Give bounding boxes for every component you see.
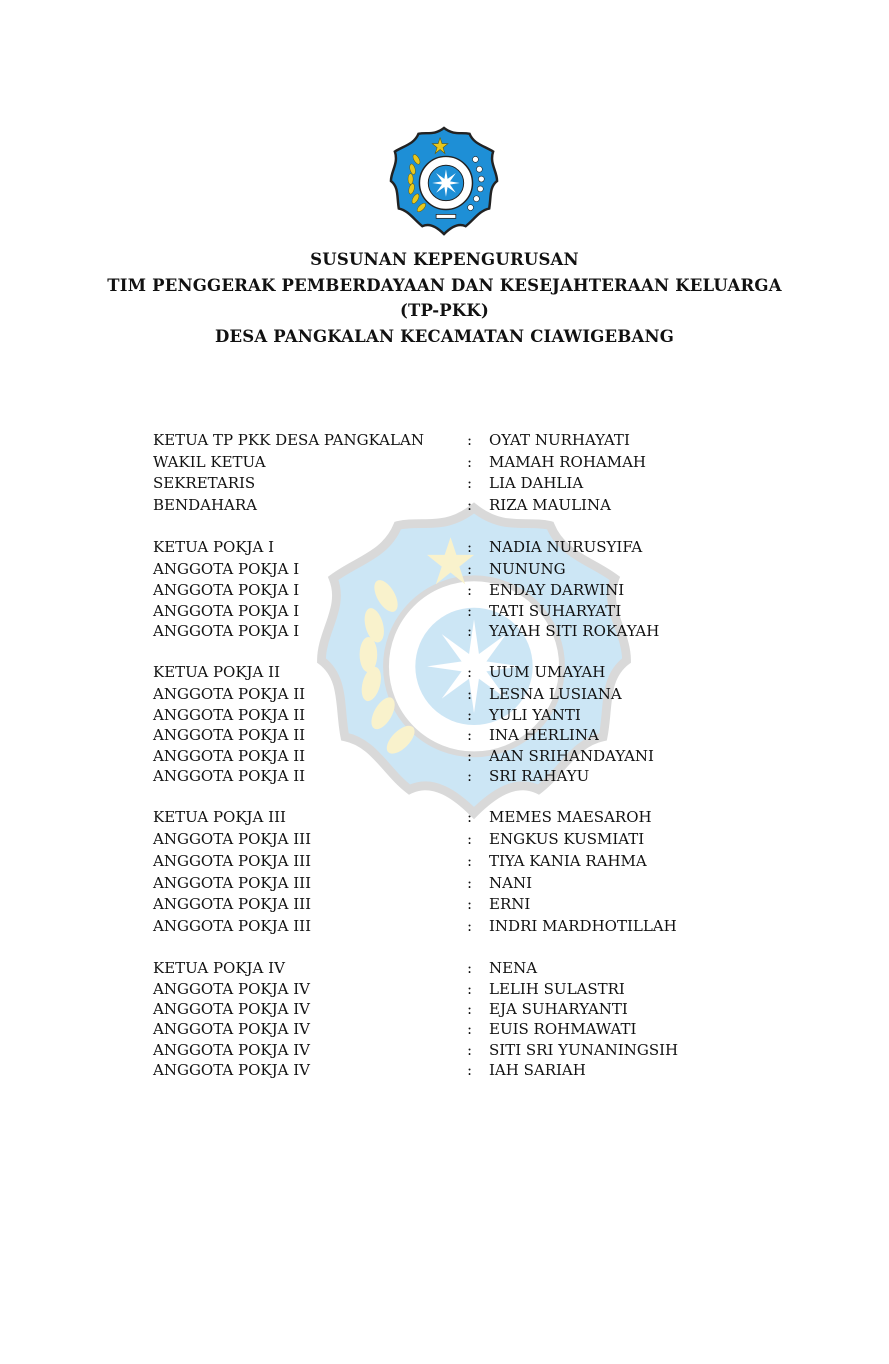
separator: : (467, 1000, 473, 1018)
member-name: ENDAY DARWINI (489, 581, 625, 599)
member-name: SRI RAHAYU (489, 767, 590, 785)
separator: : (467, 706, 473, 724)
separator: : (467, 980, 473, 998)
list-item (0, 1041, 889, 1062)
list-item (0, 1020, 889, 1041)
member-role: ANGGOTA POKJA III (153, 874, 311, 892)
separator: : (467, 474, 473, 492)
list-item (0, 895, 889, 916)
list-item (0, 496, 889, 517)
member-role: KETUA TP PKK DESA PANGKALAN (153, 431, 424, 449)
separator: : (467, 622, 473, 640)
member-name: NUNUNG (489, 560, 566, 578)
title-line-4: DESA PANGKALAN KECAMATAN CIAWIGEBANG (214, 326, 675, 346)
member-name: AAN SRIHANDAYANI (489, 747, 654, 765)
member-name: ERNI (489, 895, 531, 913)
list-item (0, 1061, 889, 1082)
separator: : (467, 808, 473, 826)
separator: : (467, 917, 473, 935)
member-name: NENA (489, 959, 538, 977)
separator: : (467, 453, 473, 471)
member-role: ANGGOTA POKJA I (153, 622, 300, 640)
title-line-2: TIM PENGGERAK PEMBERDAYAAN DAN KESEJAHTERAAN KELUARGA (107, 275, 782, 295)
member-name: OYAT NURHAYATI (489, 431, 630, 449)
member-name: INA HERLINA (489, 726, 599, 744)
list-item (0, 874, 889, 895)
member-role: ANGGOTA POKJA III (153, 830, 311, 848)
member-name: EJA SUHARYANTI (489, 1000, 628, 1018)
list-item (0, 560, 889, 581)
separator: : (467, 538, 473, 556)
list-item (0, 830, 889, 851)
separator: : (467, 852, 473, 870)
separator: : (467, 496, 473, 514)
list-item (0, 808, 889, 829)
separator: : (467, 602, 473, 620)
list-item (0, 980, 889, 1001)
member-role: ANGGOTA POKJA II (153, 706, 306, 724)
separator: : (467, 581, 473, 599)
list-item (0, 431, 889, 452)
member-role: KETUA POKJA III (153, 808, 286, 826)
separator: : (467, 1041, 473, 1059)
member-role: ANGGOTA POKJA IV (153, 980, 310, 998)
member-name: LIA DAHLIA (489, 474, 584, 492)
member-name: TATI SUHARYATI (489, 602, 622, 620)
member-name: ENGKUS KUSMIATI (489, 830, 645, 848)
member-role: KETUA POKJA I (153, 538, 275, 556)
list-item (0, 1000, 889, 1021)
member-role: ANGGOTA POKJA IV (153, 1000, 310, 1018)
member-role: ANGGOTA POKJA I (153, 602, 300, 620)
list-item (0, 453, 889, 474)
list-item (0, 726, 889, 747)
document-title (0, 247, 889, 349)
separator: : (467, 767, 473, 785)
member-name: RIZA MAULINA (489, 496, 611, 514)
list-item (0, 852, 889, 873)
member-role: ANGGOTA POKJA II (153, 685, 306, 703)
separator: : (467, 747, 473, 765)
list-item (0, 663, 889, 684)
list-item (0, 474, 889, 495)
member-name: SITI SRI YUNANINGSIH (489, 1041, 679, 1059)
member-name: YAYAH SITI ROKAYAH (489, 622, 660, 640)
list-item (0, 706, 889, 727)
title-line-1: SUSUNAN KEPENGURUSAN (310, 250, 579, 269)
member-role: ANGGOTA POKJA IV (153, 1061, 310, 1079)
list-item (0, 538, 889, 559)
list-item (0, 685, 889, 706)
member-role: ANGGOTA POKJA I (153, 560, 300, 578)
list-item (0, 767, 889, 788)
separator: : (467, 895, 473, 913)
member-role: ANGGOTA POKJA III (153, 917, 311, 935)
member-name: NANI (489, 874, 533, 892)
member-name: INDRI MARDHOTILLAH (489, 917, 677, 935)
member-role: ANGGOTA POKJA III (153, 895, 311, 913)
member-name: UUM UMAYAH (489, 663, 606, 681)
member-role: WAKIL KETUA (153, 453, 266, 471)
separator: : (467, 431, 473, 449)
list-item (0, 747, 889, 768)
member-role: ANGGOTA POKJA II (153, 726, 306, 744)
member-name: MAMAH ROHAMAH (489, 453, 647, 471)
pkk-emblem-icon (385, 124, 503, 238)
list-item (0, 622, 889, 643)
member-name: TIYA KANIA RAHMA (489, 852, 647, 870)
title-line-3: (TP-PKK) (400, 301, 489, 320)
member-name: LELIH SULASTRI (489, 980, 625, 998)
separator: : (467, 685, 473, 703)
list-item (0, 917, 889, 938)
member-name: LESNA LUSIANA (489, 685, 622, 703)
separator: : (467, 959, 473, 977)
member-name: YULI YANTI (489, 706, 581, 724)
member-role: KETUA POKJA II (153, 663, 281, 681)
member-role: ANGGOTA POKJA II (153, 747, 306, 765)
member-role: KETUA POKJA IV (153, 959, 285, 977)
separator: : (467, 726, 473, 744)
member-role: ANGGOTA POKJA II (153, 767, 306, 785)
separator: : (467, 560, 473, 578)
separator: : (467, 874, 473, 892)
list-item (0, 602, 889, 623)
member-name: IAH SARIAH (489, 1061, 586, 1079)
separator: : (467, 1061, 473, 1079)
member-name: NADIA NURUSYIFA (489, 538, 643, 556)
member-name: MEMES MAESAROH (489, 808, 652, 826)
member-role: ANGGOTA POKJA III (153, 852, 311, 870)
list-item (0, 581, 889, 602)
separator: : (467, 1020, 473, 1038)
member-role: ANGGOTA POKJA I (153, 581, 300, 599)
member-role: ANGGOTA POKJA IV (153, 1041, 310, 1059)
member-name: EUIS ROHMAWATI (489, 1020, 637, 1038)
separator: : (467, 663, 473, 681)
separator: : (467, 830, 473, 848)
list-item (0, 959, 889, 980)
member-role: SEKRETARIS (153, 474, 256, 492)
member-role: BENDAHARA (153, 496, 257, 514)
member-role: ANGGOTA POKJA IV (153, 1020, 310, 1038)
